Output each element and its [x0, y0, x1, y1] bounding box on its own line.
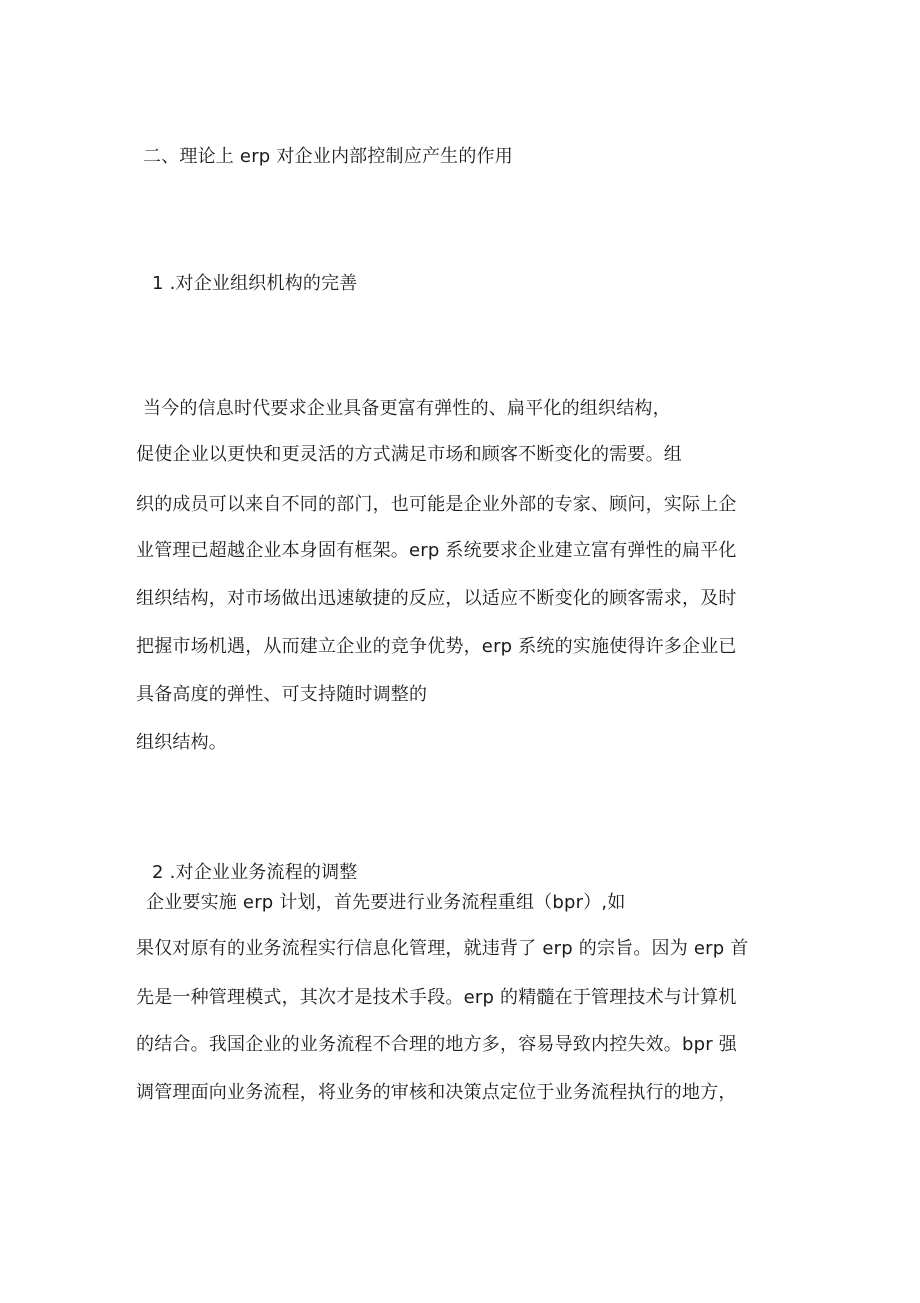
- paragraph-2-line-4: 的结合。我国企业的业务流程不合理的地方多，容易导致内控失效。bpr 强: [136, 1034, 737, 1055]
- paragraph-1-line-6: 把握市场机遇，从而建立企业的竞争优势，erp 系统的实施使得许多企业已: [136, 636, 737, 657]
- subsection-2-title: 2 .对企业业务流程的调整: [152, 862, 358, 883]
- paragraph-1-line-5: 组织结构，对市场做出迅速敏捷的反应，以适应不断变化的顾客需求，及时: [136, 588, 737, 609]
- section-title: 二、理论上 erp 对企业内部控制应产生的作用: [143, 146, 513, 167]
- paragraph-1-line-4: 业管理已超越企业本身固有框架。erp 系统要求企业建立富有弹性的扁平化: [136, 540, 737, 561]
- subsection-1-title: 1 .对企业组织机构的完善: [152, 273, 358, 294]
- paragraph-1-line-8: 组织结构。: [136, 732, 227, 753]
- paragraph-1-line-3: 织的成员可以来自不同的部门，也可能是企业外部的专家、顾问，实际上企: [136, 494, 737, 515]
- paragraph-1-line-2: 促使企业以更快和更灵活的方式满足市场和顾客不断变化的需要。组: [136, 444, 682, 465]
- paragraph-2-line-5: 调管理面向业务流程，将业务的审核和决策点定位于业务流程执行的地方，: [136, 1082, 737, 1103]
- paragraph-1-line-1: 当今的信息时代要求企业具备更富有弹性的、扁平化的组织结构，: [143, 398, 671, 419]
- paragraph-2-line-3: 先是一种管理模式，其次才是技术手段。erp 的精髓在于管理技术与计算机: [136, 987, 737, 1008]
- paragraph-1-line-7: 具备高度的弹性、可支持随时调整的: [136, 684, 428, 705]
- paragraph-2-line-2: 果仅对原有的业务流程实行信息化管理，就违背了 erp 的宗旨。因为 erp 首: [136, 938, 749, 959]
- paragraph-2-line-1: 企业要实施 erp 计划，首先要进行业务流程重组（bpr）,如: [146, 892, 626, 913]
